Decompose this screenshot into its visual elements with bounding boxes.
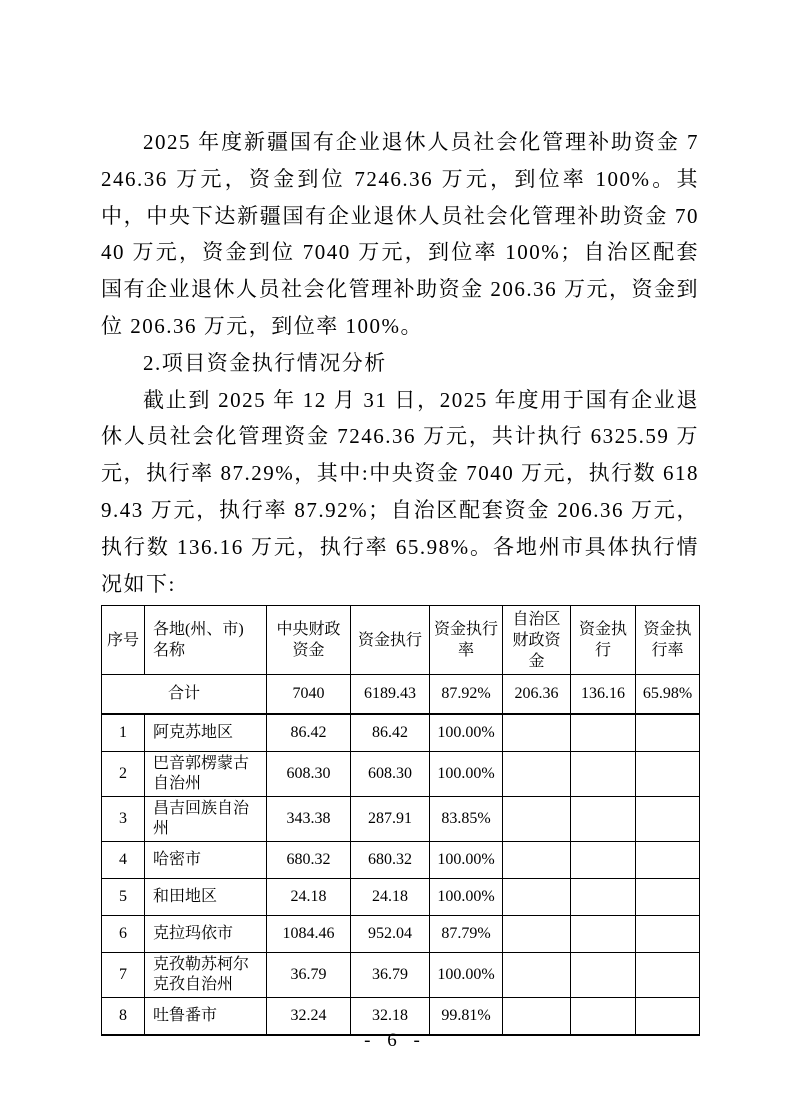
cell-regional-funds	[503, 714, 571, 752]
execution-table	[101, 605, 700, 1036]
cell-regional-executed	[571, 953, 636, 998]
cell-central-funds: 1084.46	[267, 916, 351, 953]
cell-regional-funds	[503, 916, 571, 953]
cell-index: 7	[102, 953, 145, 998]
cell-index: 6	[102, 916, 145, 953]
table-row	[102, 879, 700, 916]
cell-central-funds: 343.38	[267, 797, 351, 842]
cell-central-rate: 100.00%	[430, 879, 503, 916]
total-central-executed: 6189.43	[351, 675, 430, 715]
cell-regional-rate	[636, 879, 700, 916]
col-header-central-executed: 资金执行	[351, 606, 430, 675]
cell-index: 1	[102, 714, 145, 752]
cell-index: 4	[102, 842, 145, 879]
cell-regional-executed	[571, 916, 636, 953]
cell-regional-funds	[503, 953, 571, 998]
cell-region-name: 哈密市	[145, 842, 267, 879]
cell-regional-rate	[636, 842, 700, 879]
cell-region-name: 克拉玛依市	[145, 916, 267, 953]
cell-central-funds: 608.30	[267, 752, 351, 797]
page-number: - 6 -	[364, 1030, 426, 1051]
cell-central-funds: 32.24	[267, 998, 351, 1036]
cell-central-funds: 680.32	[267, 842, 351, 879]
cell-region-name: 吐鲁番市	[145, 998, 267, 1036]
cell-central-rate: 100.00%	[430, 953, 503, 998]
total-label: 合计	[102, 675, 267, 715]
document-body	[101, 124, 699, 1036]
cell-central-funds: 24.18	[267, 879, 351, 916]
paragraph-execution-summary: 截止到 2025 年 12 月 31 日，2025 年度用于国有企业退休人员社会化管理资金 7246.36 万元，共计执行 6325.59 万元，执行率 87.29%，其中:中央资金 7040 万元，执行数 6189.43 万元，执行率 87.92%；自治区配套资金 206.36 万元，执行数 136.16 万元，执行率 65.98%。各地州市具体执行情况如下:	[101, 387, 699, 596]
cell-regional-rate	[636, 714, 700, 752]
cell-central-rate: 100.00%	[430, 842, 503, 879]
cell-regional-rate	[636, 797, 700, 842]
cell-central-executed: 287.91	[351, 797, 430, 842]
cell-central-rate: 100.00%	[430, 714, 503, 752]
cell-regional-funds	[503, 879, 571, 916]
total-regional-funds: 206.36	[503, 675, 571, 715]
cell-region-name: 阿克苏地区	[145, 714, 267, 752]
cell-central-executed: 680.32	[351, 842, 430, 879]
table-header-row	[102, 606, 700, 675]
cell-index: 5	[102, 879, 145, 916]
cell-regional-funds	[503, 842, 571, 879]
cell-central-rate: 99.81%	[430, 998, 503, 1036]
cell-central-rate: 87.79%	[430, 916, 503, 953]
cell-central-funds: 86.42	[267, 714, 351, 752]
col-header-regional-executed: 资金执行	[571, 606, 636, 675]
cell-central-executed: 24.18	[351, 879, 430, 916]
cell-region-name: 克孜勒苏柯尔克孜自治州	[145, 953, 267, 998]
col-header-central-rate: 资金执行率	[430, 606, 503, 675]
cell-index: 3	[102, 797, 145, 842]
cell-central-executed: 32.18	[351, 998, 430, 1036]
paragraph-funding-arrival: 2025 年度新疆国有企业退休人员社会化管理补助资金 7246.36 万元，资金到位 7246.36 万元，到位率 100%。其中，中央下达新疆国有企业退休人员社会化管理补助资金 7040 万元，资金到位 7040 万元，到位率 100%；自治区配套国有企业退休人员社会化管理补助资金 206.36 万元，资金到位 206.36 万元，到位率 100%。	[101, 130, 699, 338]
table-row	[102, 953, 700, 998]
cell-regional-rate	[636, 953, 700, 998]
table-row	[102, 842, 700, 879]
cell-central-executed: 36.79	[351, 953, 430, 998]
cell-central-executed: 952.04	[351, 916, 430, 953]
total-central-funds: 7040	[267, 675, 351, 715]
table-row	[102, 916, 700, 953]
col-header-index: 序号	[102, 606, 145, 675]
col-header-regional-rate: 资金执行率	[636, 606, 700, 675]
cell-regional-rate	[636, 752, 700, 797]
cell-regional-rate	[636, 916, 700, 953]
total-central-rate: 87.92%	[430, 675, 503, 715]
cell-regional-executed	[571, 752, 636, 797]
total-regional-executed: 136.16	[571, 675, 636, 715]
cell-region-name: 和田地区	[145, 879, 267, 916]
table-body	[102, 714, 700, 1035]
total-regional-rate: 65.98%	[636, 675, 700, 715]
cell-regional-executed	[571, 714, 636, 752]
col-header-regional-funds: 自治区财政资金	[503, 606, 571, 675]
cell-regional-funds	[503, 752, 571, 797]
cell-index: 8	[102, 998, 145, 1036]
cell-index: 2	[102, 752, 145, 797]
cell-central-rate: 100.00%	[430, 752, 503, 797]
cell-regional-executed	[571, 879, 636, 916]
cell-central-executed: 608.30	[351, 752, 430, 797]
cell-regional-executed	[571, 842, 636, 879]
cell-central-funds: 36.79	[267, 953, 351, 998]
cell-regional-funds	[503, 797, 571, 842]
cell-central-executed: 86.42	[351, 714, 430, 752]
table-row	[102, 797, 700, 842]
table-row	[102, 714, 700, 752]
table-row	[102, 752, 700, 797]
cell-central-rate: 83.85%	[430, 797, 503, 842]
cell-region-name: 巴音郭楞蒙古自治州	[145, 752, 267, 797]
col-header-central-funds: 中央财政资金	[267, 606, 351, 675]
cell-region-name: 昌吉回族自治州	[145, 797, 267, 842]
section-heading-execution-analysis: 2.项目资金执行情况分析	[143, 350, 387, 375]
cell-regional-executed	[571, 797, 636, 842]
table-total-row	[102, 675, 700, 715]
col-header-region-name: 各地(州、市)名称	[145, 606, 267, 675]
